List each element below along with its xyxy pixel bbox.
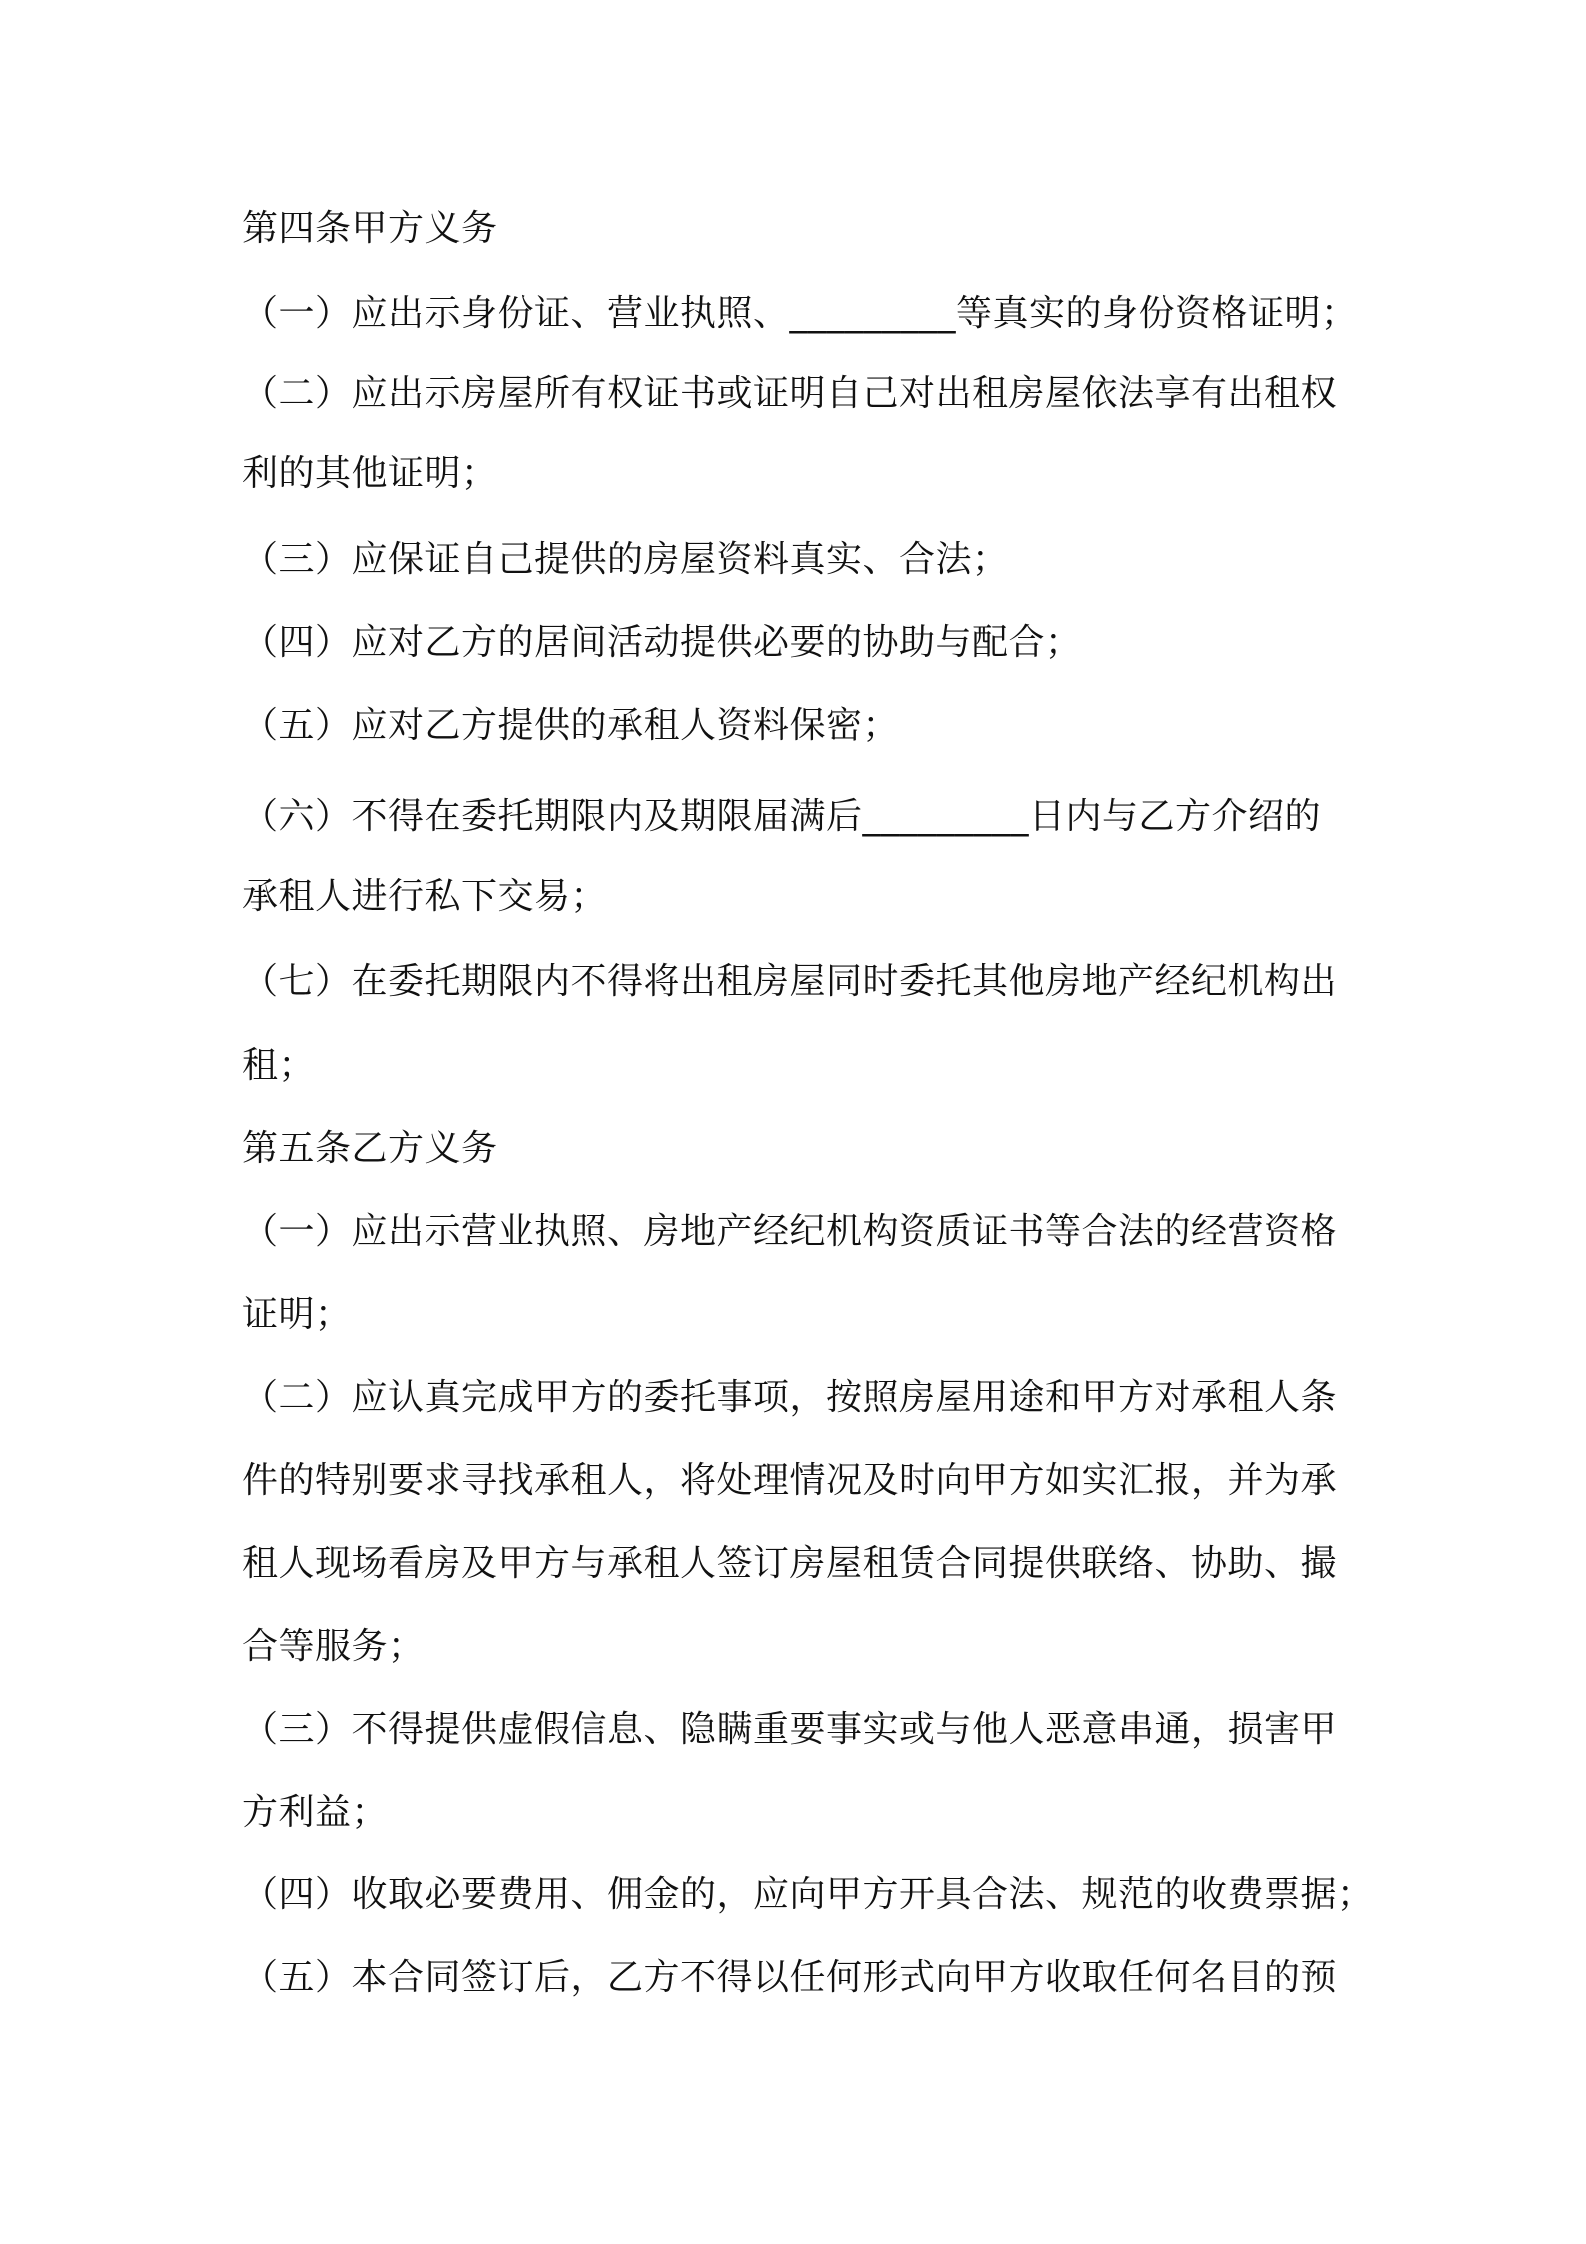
text-line: 件的特别要求寻找承租人，将处理情况及时向甲方如实汇报，并为承 — [242, 1460, 1338, 1501]
text-line: （一）应出示身份证、营业执照、_________等真实的身份资格证明； — [242, 293, 1358, 334]
text-line: （五）本合同签订后，乙方不得以任何形式向甲方收取任何名目的预 — [242, 1957, 1338, 1998]
text-line: （七）在委托期限内不得将出租房屋同时委托其他房地产经纪机构出 — [242, 961, 1338, 1002]
text-line: （二）应出示房屋所有权证书或证明自己对出租房屋依法享有出租权 — [242, 373, 1338, 414]
text-line: 租人现场看房及甲方与承租人签订房屋租赁合同提供联络、协助、撮 — [242, 1543, 1338, 1584]
article-4-heading: 第四条甲方义务 — [242, 208, 498, 249]
text-line: 承租人进行私下交易； — [242, 876, 608, 917]
text-line: （一）应出示营业执照、房地产经纪机构资质证书等合法的经营资格 — [242, 1211, 1338, 1252]
text-line: （三）不得提供虚假信息、隐瞒重要事实或与他人恶意串通，损害甲 — [242, 1709, 1338, 1750]
text-line: （四）应对乙方的居间活动提供必要的协助与配合； — [242, 622, 1082, 663]
text-line: 证明； — [242, 1294, 352, 1335]
text-line: 利的其他证明； — [242, 453, 498, 494]
text-line: （二）应认真完成甲方的委托事项，按照房屋用途和甲方对承租人条 — [242, 1377, 1338, 1418]
text-line: （六）不得在委托期限内及期限届满后_________日内与乙方介绍的 — [242, 796, 1322, 837]
text-line: 合等服务； — [242, 1626, 425, 1667]
text-line: 租； — [242, 1045, 316, 1086]
text-line: （四）收取必要费用、佣金的，应向甲方开具合法、规范的收费票据； — [242, 1874, 1374, 1915]
text-line: 方利益； — [242, 1792, 389, 1833]
text-line: （五）应对乙方提供的承租人资料保密； — [242, 705, 900, 746]
text-line: （三）应保证自己提供的房屋资料真实、合法； — [242, 539, 1009, 580]
article-5-heading: 第五条乙方义务 — [242, 1128, 498, 1169]
